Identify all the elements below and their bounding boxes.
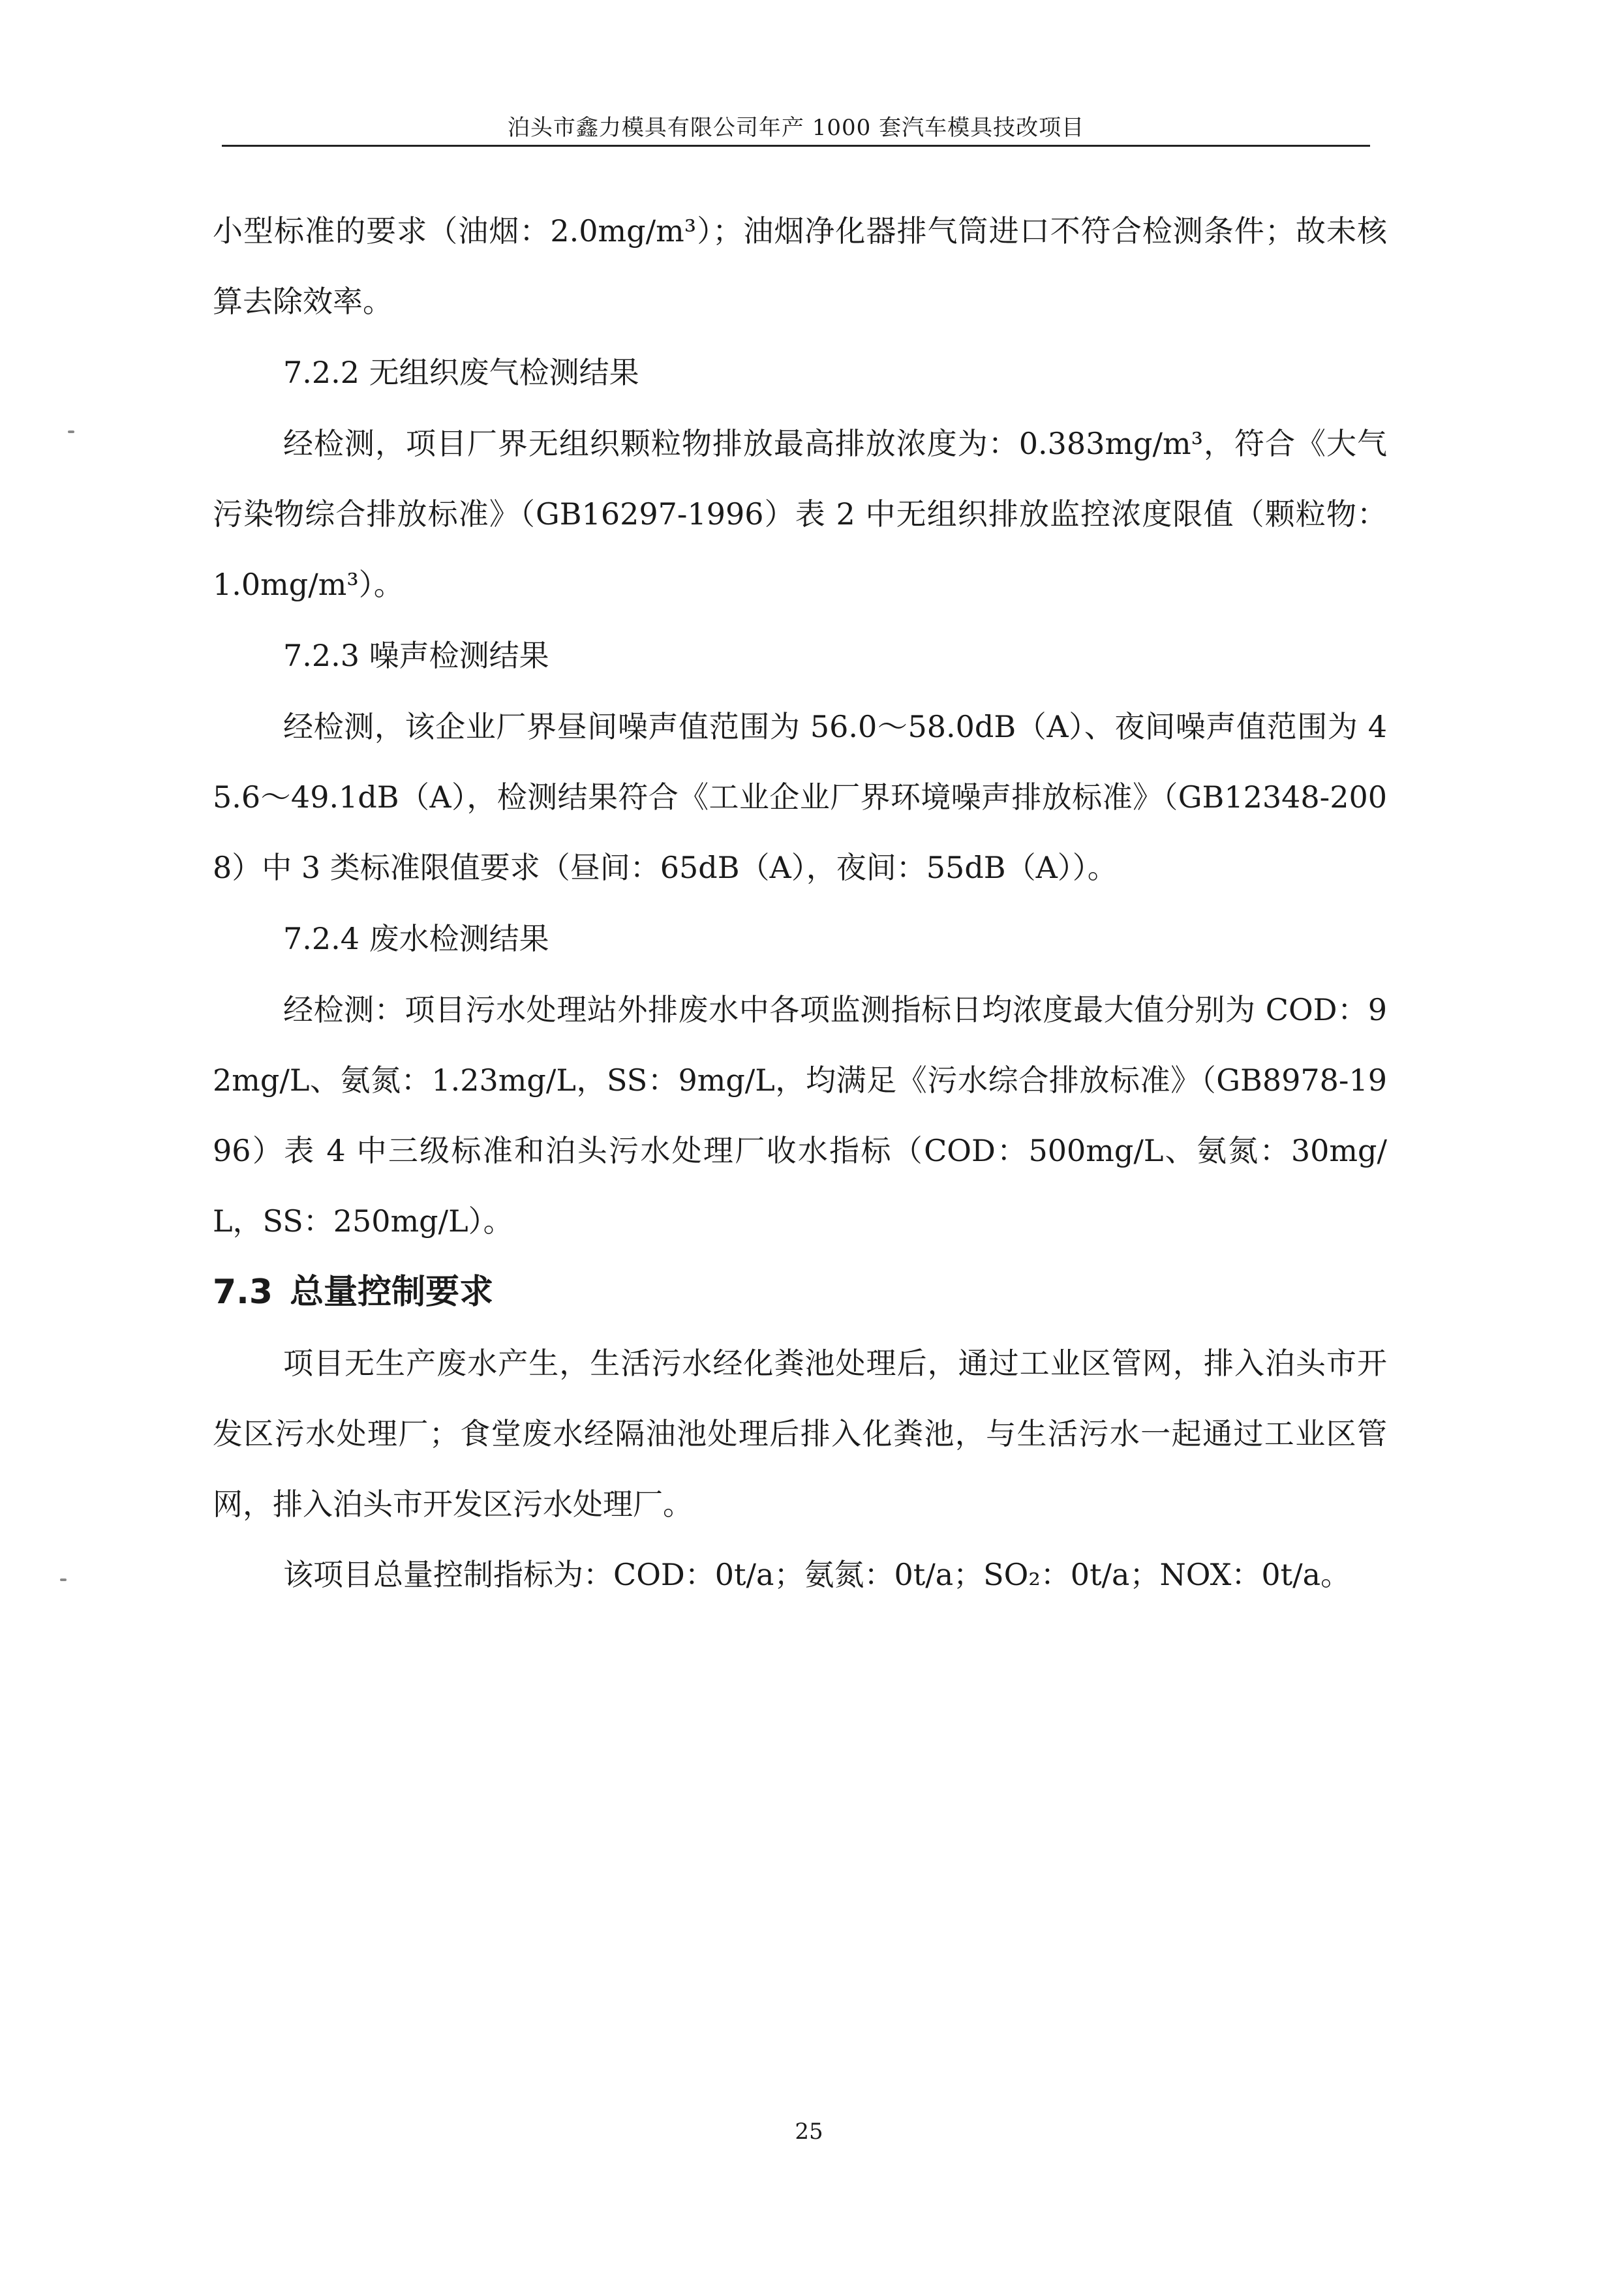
page-number: 25	[795, 2119, 823, 2145]
paragraph-oil-fume: 小型标准的要求（油烟：2.0mg/m³）；油烟净化器排气筒进口不符合检测条件；故未核算去除效率。	[213, 213, 1387, 319]
document-body	[213, 196, 1387, 1610]
subheading-7-2-2: 7.2.2 无组织废气检测结果	[283, 355, 639, 390]
section-title: 总量控制要求	[290, 1273, 494, 1312]
running-header: 泊头市鑫力模具有限公司年产 1000 套汽车模具技改项目	[507, 115, 1085, 141]
paragraph-total-control-indicators: 该项目总量控制指标为：COD：0t/a；氨氮：0t/a；SO₂：0t/a；NOX：0t/a。	[283, 1557, 1351, 1592]
scan-speck	[68, 430, 74, 433]
paragraph-fugitive-emissions: 经检测，项目厂界无组织颗粒物排放最高排放浓度为：0.383mg/m³，符合《大气污染物综合排放标准》（GB16297-1996）表 2 中无组织排放监控浓度限值（颗粒物：1.0mg/m³）。	[213, 426, 1387, 602]
subheading-7-2-3: 7.2.3 噪声检测结果	[283, 638, 549, 673]
section-number: 7.3	[213, 1273, 273, 1312]
paragraph-wastewater: 经检测：项目污水处理站外排废水中各项监测指标日均浓度最大值分别为 COD：92mg/L、氨氮：1.23mg/L，SS：9mg/L，均满足《污水综合排放标准》（GB8978-1996）表 4 中三级标准和泊头污水处理厂收水指标（COD：500mg/L、氨氮：30mg/L，SS：250mg/L）。	[213, 992, 1387, 1239]
paragraph-noise: 经检测，该企业厂界昼间噪声值范围为 56.0～58.0dB（A）、夜间噪声值范围为 45.6～49.1dB（A），检测结果符合《工业企业厂界环境噪声排放标准》（GB12348-2008）中 3 类标准限值要求（昼间：65dB（A），夜间：55dB（A））。	[213, 709, 1387, 885]
subheading-7-2-4: 7.2.4 废水检测结果	[283, 921, 549, 956]
section-heading-7-3	[213, 1256, 1387, 1328]
paragraph-total-control-desc: 项目无生产废水产生，生活污水经化粪池处理后，通过工业区管网，排入泊头市开发区污水处理厂；食堂废水经隔油池处理后排入化粪池，与生活污水一起通过工业区管网，排入泊头市开发区污水处理厂。	[213, 1346, 1387, 1522]
header-rule	[222, 145, 1370, 147]
scan-speck	[60, 1578, 67, 1581]
